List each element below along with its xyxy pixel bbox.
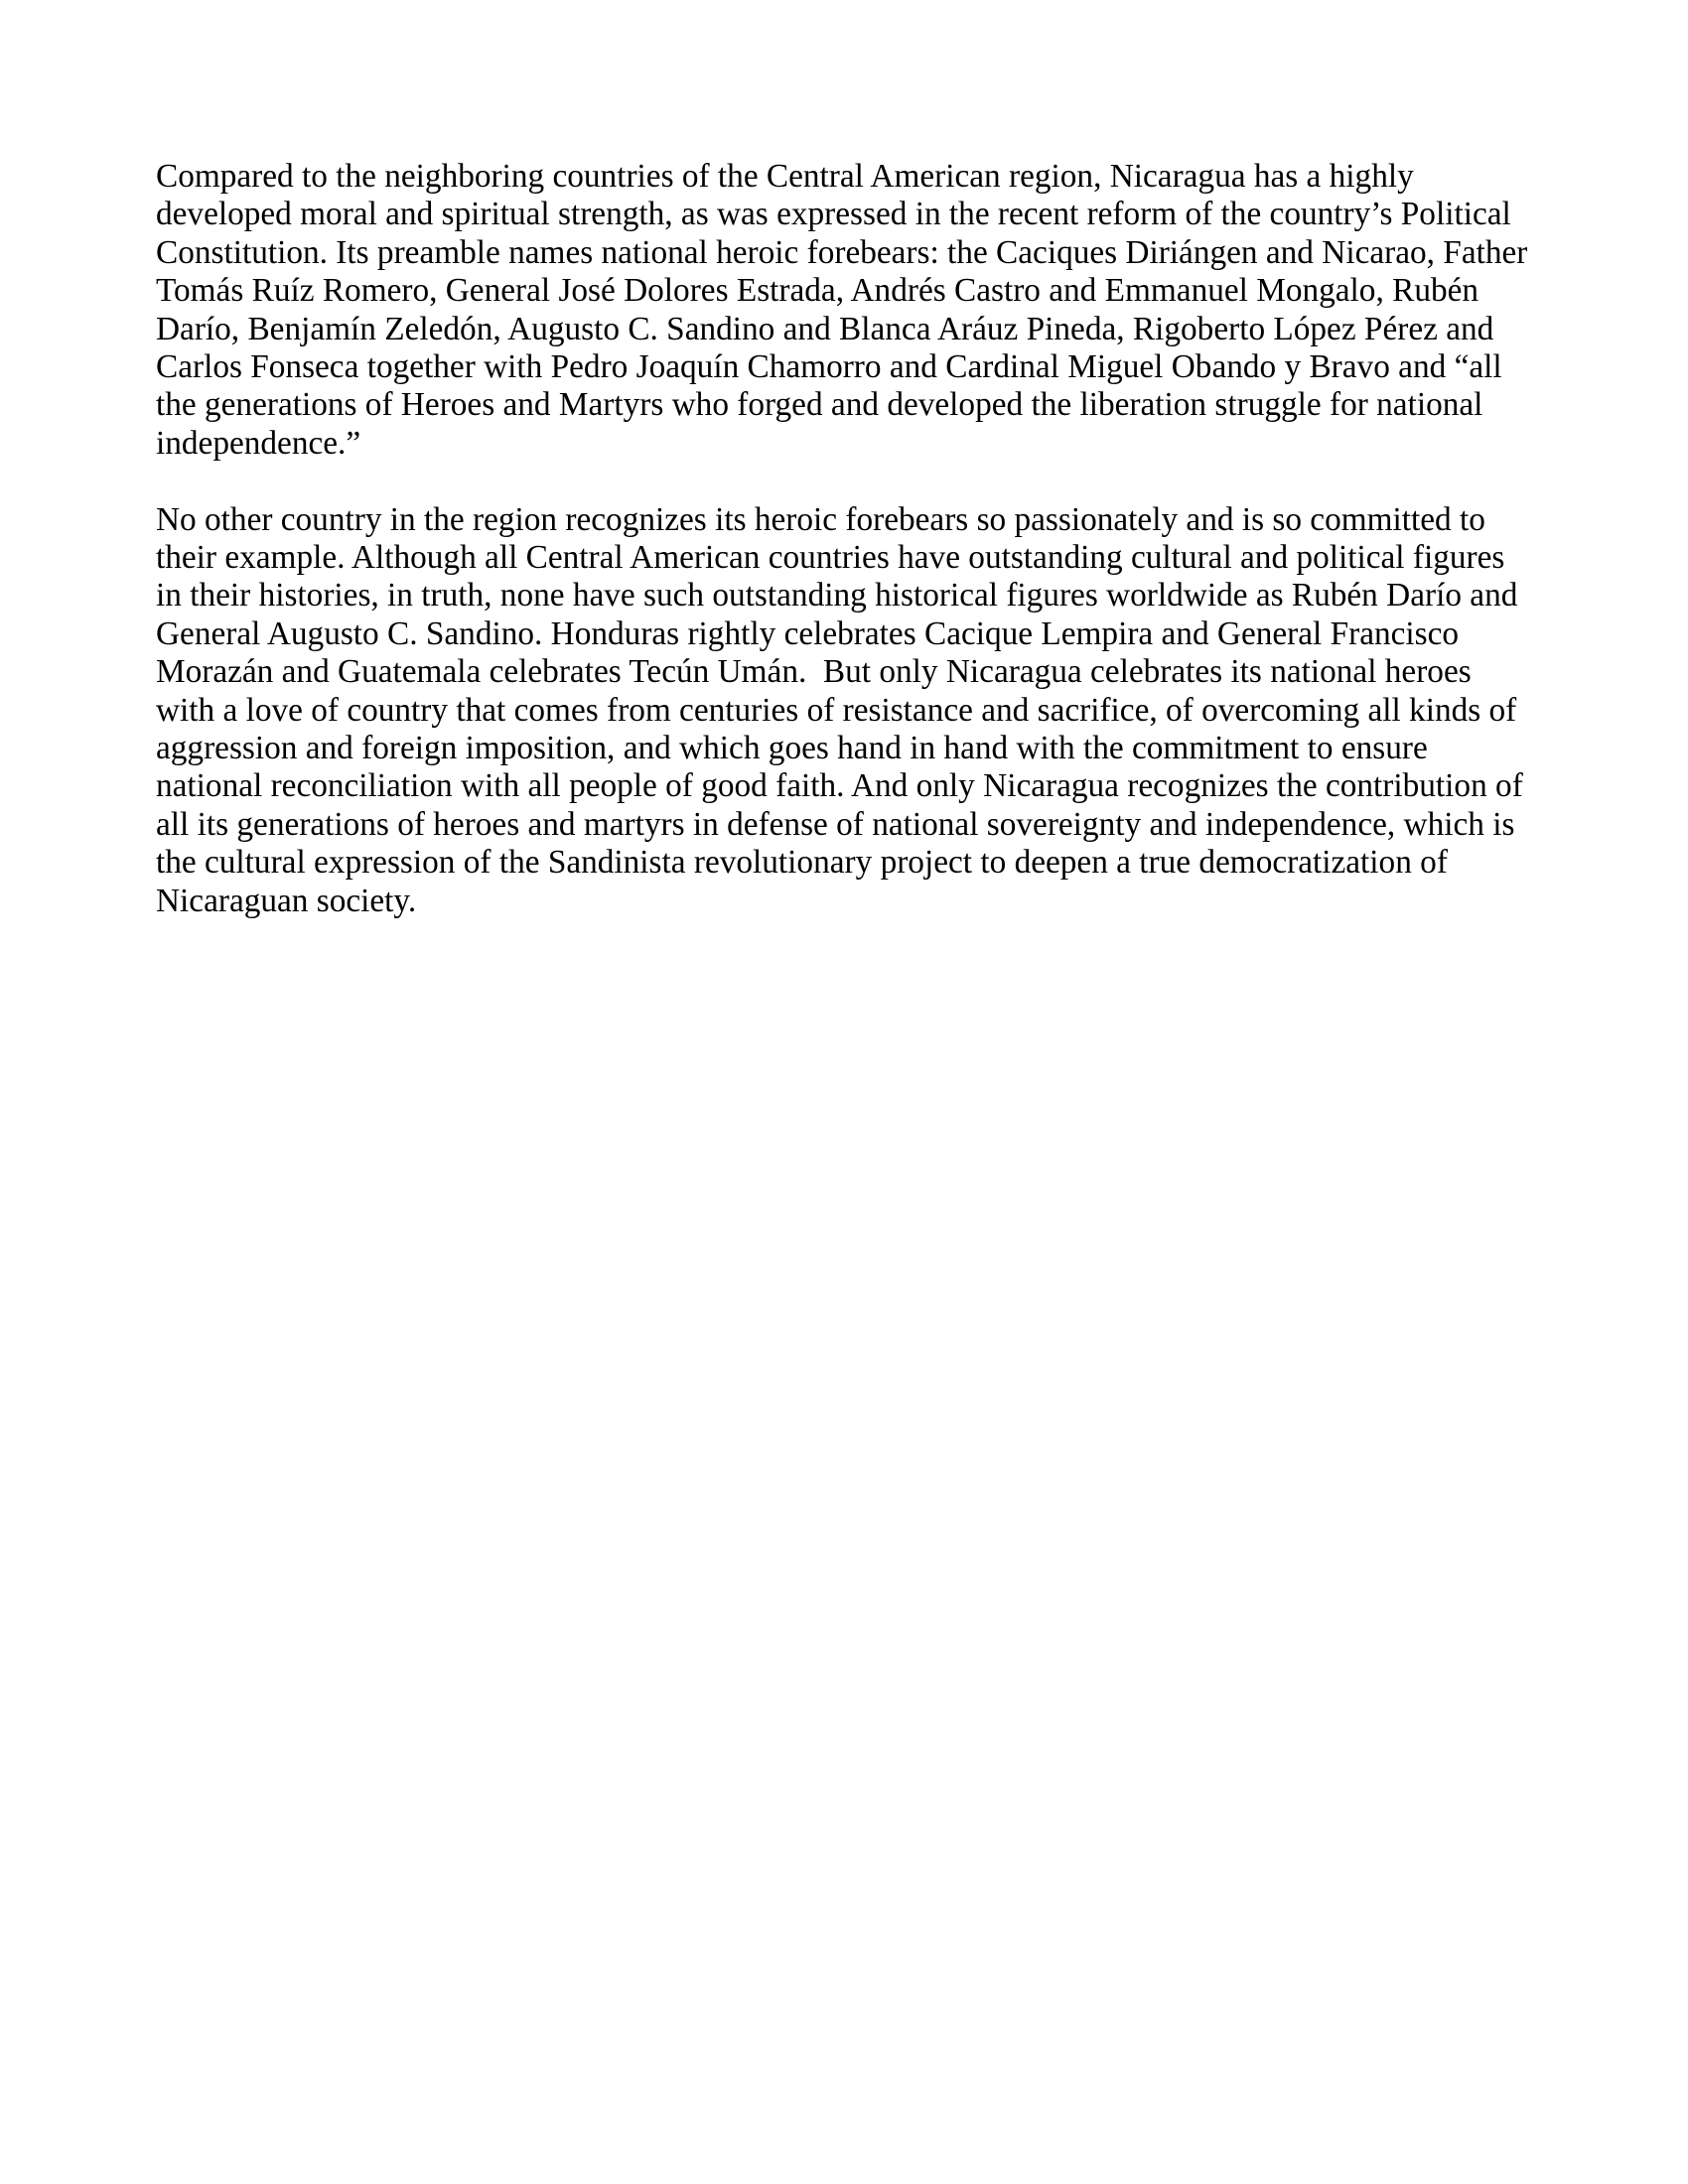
paragraph-2: No other country in the region recognizes its heroic forebears so passionately and is so committed to their example. Although all Central American countries have outstanding cultural and political figures in their histories, in truth, none have such outstanding historical figures worldwide as Rubén Darío and General Augusto C. Sandino. Honduras rightly celebrates Cacique Lempira and General Francisco Morazán and Guatemala celebrates Tecún Umán. But only Nicaragua celebrates its national heroes with a love of country that comes from centuries of resistance and sacrifice, of overcoming all kinds of aggression and foreign imposition, and which goes hand in hand with the commitment to ensure national reconciliation with all people of good faith. And only Nicaragua recognizes the contribution of all its generations of heroes and martyrs in defense of national sovereignty and independence, which is the cultural expression of the Sandinista revolutionary project to deepen a true democratization of Nicaraguan society. bbox=[156, 500, 1532, 919]
document-body bbox=[156, 158, 1538, 959]
paragraph-1: Compared to the neighboring countries of the Central American region, Nicaragua has a highly developed moral and spiritual strength, as was expressed in the recent reform of the country’s Political Constitution. Its preamble names national heroic forebears: the Caciques Diriángen and Nicarao, Father Tomás Ruíz Romero, General José Dolores Estrada, Andrés Castro and Emmanuel Mongalo, Rubén Darío, Benjamín Zeledón, Augusto C. Sandino and Blanca Aráuz Pineda, Rigoberto López Pérez and Carlos Fonseca together with Pedro Joaquín Chamorro and Cardinal Miguel Obando y Bravo and “all the generations of Heroes and Martyrs who forged and developed the liberation struggle for national independence.” bbox=[156, 158, 1536, 462]
